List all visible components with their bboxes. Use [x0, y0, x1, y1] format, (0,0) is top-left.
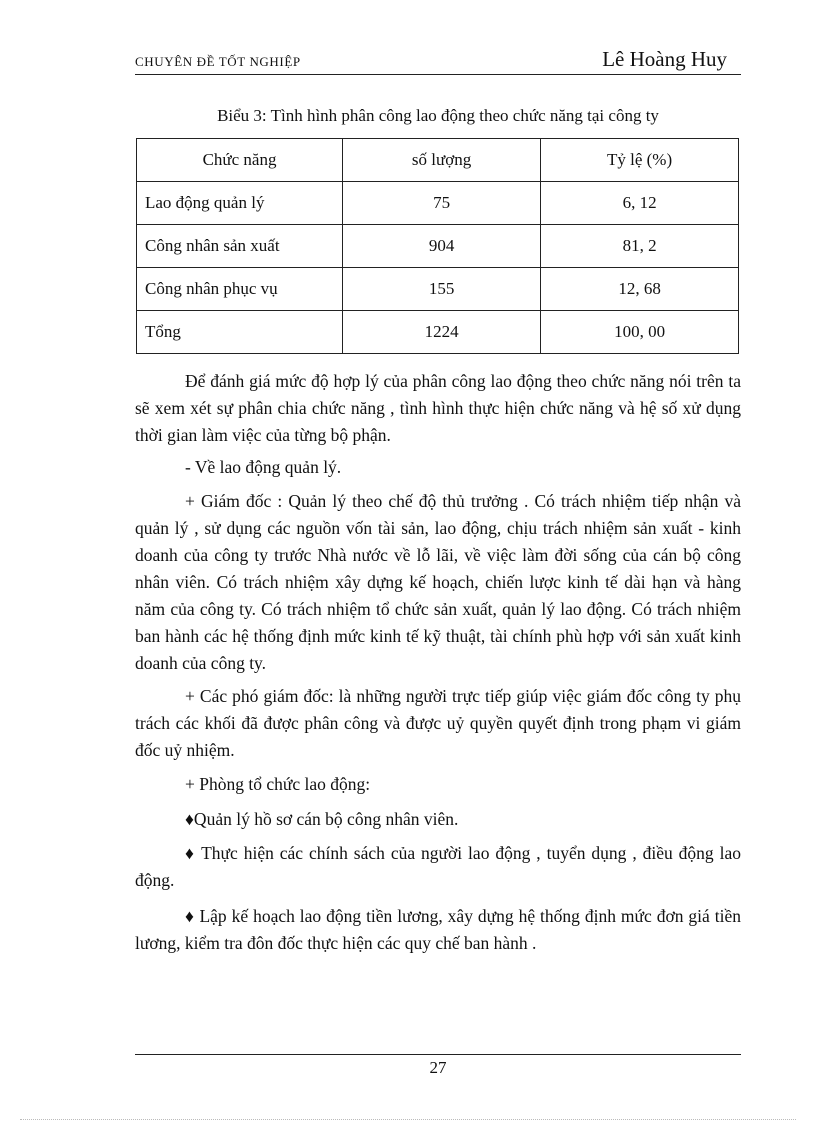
table-cell: 1224 [343, 311, 541, 354]
table-cell: 12, 68 [541, 268, 739, 311]
paragraph: + Giám đốc : Quản lý theo chế độ thủ trưởng . Có trách nhiệm tiếp nhận và quản lý , sử dụng các nguồn vốn tài sản, lao động, chịu trách nhiệm sản xuất - kinh doanh của công ty trước Nhà nước về lỗ lãi, về việc làm đời sống của cán bộ công nhân viên. Có trách nhiệm xây dựng kế hoạch, chiến lược kinh tế dài hạn và hàng năm của công ty. Có trách nhiệm tổ chức sản xuất, quản lý lao động. Có trách nhiệm ban hành các hệ thống định mức kinh tế kỹ thuật, tài chính phù hợp với sản xuất kinh doanh của công ty. [135, 491, 741, 673]
table-cell: 155 [343, 268, 541, 311]
bullet-item: ♦ Thực hiện các chính sách của người lao động , tuyển dụng , điều động lao động. [135, 843, 741, 890]
header-title: CHUYÊN ĐỀ TỐT NGHIỆP [135, 54, 301, 69]
paragraph-deputy-directors [135, 683, 741, 764]
bullet-planning [135, 903, 741, 957]
table-row [137, 268, 739, 311]
bullet-policies [135, 840, 741, 894]
column-header-function: Chức năng [137, 139, 343, 182]
paragraph-director [135, 488, 741, 677]
table-cell: 100, 00 [541, 311, 739, 354]
table-caption: Biểu 3: Tình hình phân công lao động theo chức năng tại công ty [217, 106, 659, 125]
paragraph: - Về lao động quản lý. [185, 457, 342, 477]
labor-distribution-table [136, 138, 739, 354]
header-author: Lê Hoàng Huy [602, 47, 727, 71]
paragraph-hr-department [135, 771, 741, 798]
page-header [135, 48, 741, 75]
bullet-item: ♦Quản lý hồ sơ cán bộ công nhân viên. [185, 809, 459, 829]
table-cell: Công nhân phục vụ [137, 268, 343, 311]
bullet-records [135, 806, 741, 833]
table-cell: 81, 2 [541, 225, 739, 268]
footer-divider [135, 1054, 741, 1055]
table-cell: 904 [343, 225, 541, 268]
paragraph: + Các phó giám đốc: là những người trực tiếp giúp việc giám đốc công ty phụ trách các khối đã được phân công và được uỷ quyền quyết định trong phạm vi giám đốc uỷ nhiệm. [135, 686, 741, 760]
paragraph: Để đánh giá mức độ hợp lý của phân công lao động theo chức năng nói trên ta sẽ xem xét sự phân chia chức năng , tình hình thực hiện chức năng và hệ số xử dụng thời gian làm việc của từng bộ phận. [135, 371, 741, 445]
table-header-row [137, 139, 739, 182]
paragraph-intro [135, 368, 741, 449]
page-number: 27 [429, 1058, 447, 1077]
table-cell: Tổng [137, 311, 343, 354]
table-cell: Công nhân sản xuất [137, 225, 343, 268]
bullet-item: ♦ Lập kế hoạch lao động tiền lương, xây dựng hệ thống định mức đơn giá tiền lương, kiểm tra đôn đốc thực hiện các quy chế ban hành . [135, 906, 741, 953]
bottom-dotted-border [20, 1119, 796, 1120]
table-cell: Lao động quản lý [137, 182, 343, 225]
table-cell: 75 [343, 182, 541, 225]
paragraph-management-heading [135, 454, 741, 481]
table-row-total [137, 311, 739, 354]
table-row [137, 182, 739, 225]
column-header-ratio: Tỷ lệ (%) [541, 139, 739, 182]
column-header-quantity: số lượng [343, 139, 541, 182]
table-row [137, 225, 739, 268]
table-cell: 6, 12 [541, 182, 739, 225]
paragraph: + Phòng tổ chức lao động: [185, 774, 371, 794]
